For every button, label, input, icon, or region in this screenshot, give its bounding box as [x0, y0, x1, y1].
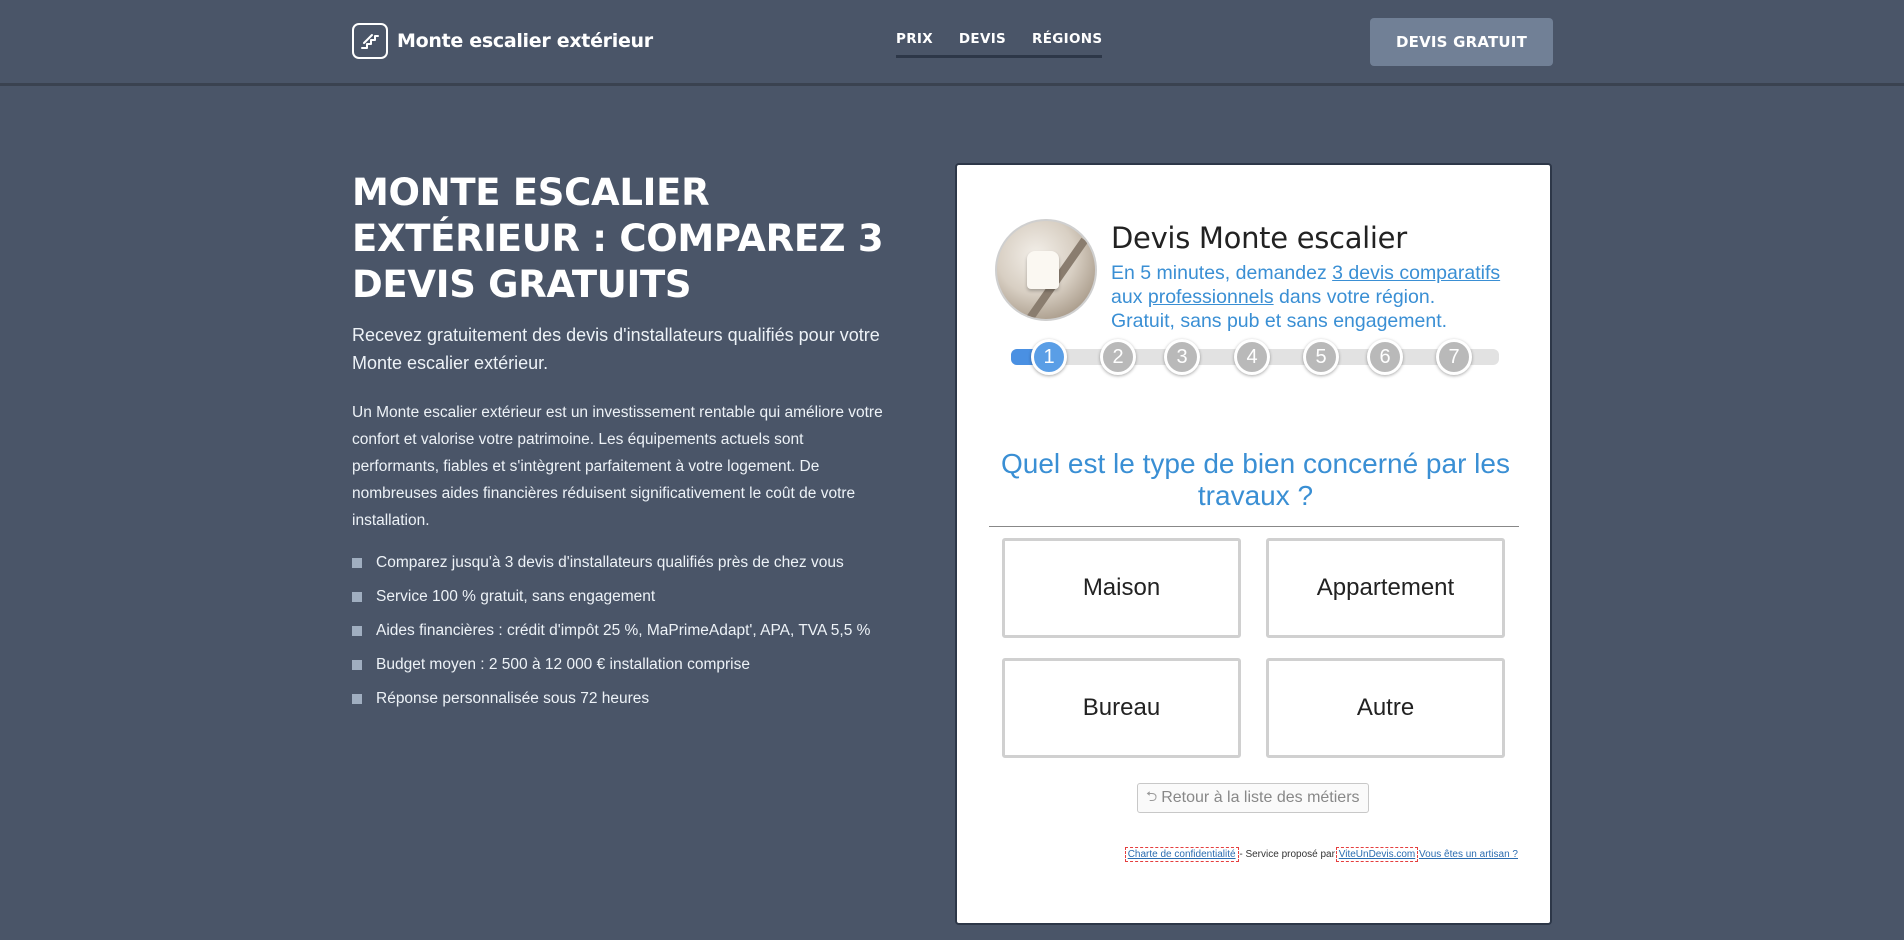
intro-mid: aux: [1111, 286, 1148, 308]
back-label: Retour à la liste des métiers: [1161, 789, 1360, 806]
bullet-text: Aides financières : crédit d'impôt 25 %, MaPrimeAdapt', APA, TVA 5,5 %: [376, 622, 871, 639]
list-item: [352, 648, 892, 682]
benefits-list: [352, 546, 892, 716]
stairs-icon: [352, 23, 388, 59]
nav-link-prix[interactable]: PRIX: [896, 31, 933, 47]
hero-body: Un Monte escalier extérieur est un investissement rentable qui améliore votre confort et valorise votre patrimoine. Les équipements actuels sont performants, fiables et s'intègrent parfaitement à votre logement. De nombreuses aides financières réduisent significativement le coût de votre installation.: [352, 404, 883, 529]
nav-link-regions[interactable]: RÉGIONS: [1032, 31, 1103, 47]
option-appartement-button[interactable]: Appartement: [1266, 538, 1505, 638]
option-maison-button[interactable]: Maison: [1002, 538, 1241, 638]
list-item: [352, 580, 892, 614]
bullet-square-icon: [352, 660, 362, 670]
legal-footer: [957, 849, 1552, 860]
privacy-policy-link[interactable]: Charte de confidentialité: [1127, 849, 1236, 860]
bullet-text: Réponse personnalisée sous 72 heures: [376, 690, 650, 707]
hero-section: [352, 170, 892, 716]
bullet-square-icon: [352, 592, 362, 602]
hero-subtitle: Recevez gratuitement des devis d'installateurs qualifiés pour votre Monte escalier extérieur.: [352, 325, 880, 373]
form-title: Devis Monte escalier: [1111, 221, 1407, 255]
comparative-quotes-link[interactable]: 3 devis comparatifs: [1332, 262, 1501, 284]
bullet-square-icon: [352, 626, 362, 636]
stairlift-chair-shape: [1027, 251, 1059, 289]
step-2: 2: [1100, 339, 1136, 375]
option-autre-button[interactable]: Autre: [1266, 658, 1505, 758]
step-7: 7: [1436, 339, 1472, 375]
professionals-link[interactable]: professionnels: [1147, 286, 1274, 308]
bullet-text: Service 100 % gratuit, sans engagement: [376, 588, 656, 605]
form-header-text: [1111, 219, 1500, 333]
step-6: 6: [1367, 339, 1403, 375]
bullet-text: Budget moyen : 2 500 à 12 000 € installation comprise: [376, 656, 750, 673]
bullet-text: Comparez jusqu'à 3 devis d'installateurs qualifiés près de chez vous: [376, 554, 844, 571]
form-header: [995, 219, 1500, 333]
main-nav: [896, 31, 1102, 58]
provider-link[interactable]: ViteUnDevis.com: [1338, 849, 1416, 860]
artisan-link[interactable]: Vous êtes un artisan ?: [1419, 849, 1518, 860]
step-4: 4: [1234, 339, 1270, 375]
list-item: [352, 546, 892, 580]
brand-logo[interactable]: [352, 23, 653, 59]
intro-prefix: En 5 minutes, demandez: [1111, 262, 1333, 284]
service-text: - Service proposé par: [1236, 849, 1338, 860]
site-header: [0, 0, 1904, 86]
hero-title: MONTE ESCALIER EXTÉRIEUR : COMPAREZ 3 DEVIS GRATUITS: [352, 171, 884, 306]
intro-suffix: dans votre région.: [1273, 286, 1436, 308]
brand-name: Monte escalier extérieur: [397, 30, 653, 52]
step-1: 1: [1031, 339, 1067, 375]
intro-line3: Gratuit, sans pub et sans engagement.: [1111, 310, 1448, 332]
progress-stepper: [1011, 345, 1499, 368]
option-bureau-button[interactable]: Bureau: [1002, 658, 1241, 758]
form-intro: [1111, 261, 1500, 333]
list-item: [352, 614, 892, 648]
step-3: 3: [1164, 339, 1200, 375]
step-5: 5: [1303, 339, 1339, 375]
nav-link-devis[interactable]: DEVIS: [958, 31, 1007, 47]
back-arrow-icon: ⮌: [1146, 788, 1158, 804]
stairlift-photo: [995, 219, 1097, 321]
list-item: [352, 682, 892, 716]
quote-form-card: [955, 163, 1552, 925]
bullet-square-icon: [352, 558, 362, 568]
back-to-trades-button[interactable]: [1137, 783, 1369, 813]
form-question: Quel est le type de bien concerné par les travaux ?: [1001, 448, 1510, 511]
bullet-square-icon: [352, 694, 362, 704]
divider: [989, 526, 1519, 527]
free-quote-button[interactable]: DEVIS GRATUIT: [1370, 18, 1553, 66]
